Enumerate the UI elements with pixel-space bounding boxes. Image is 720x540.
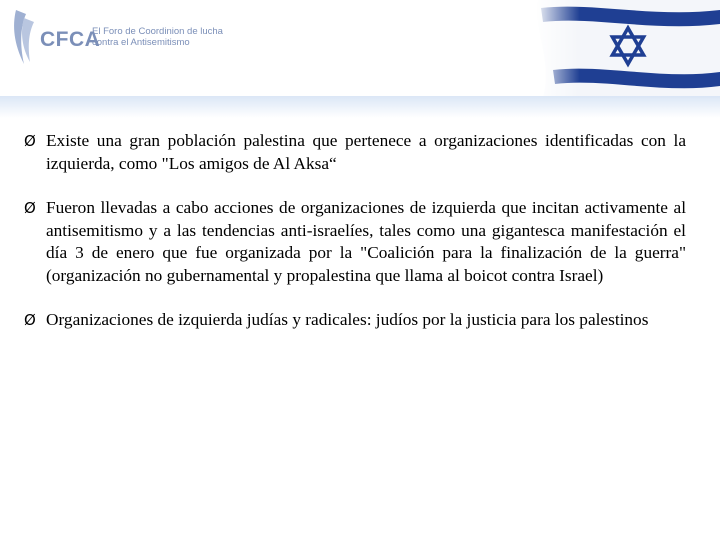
arrow-bullet-icon: Ø	[24, 199, 36, 217]
bullet-text: Organizaciones de izquierda judías y radicales: judíos por la justicia para los palestinos	[46, 310, 649, 329]
slide-header	[0, 0, 720, 100]
arrow-bullet-icon: Ø	[24, 311, 36, 329]
bullet-item	[24, 197, 686, 287]
bullet-text: Existe una gran población palestina que pertenece a organizaciones identificadas con la izquierda, como "Los amigos de Al Aksa“	[46, 131, 686, 173]
arrow-bullet-icon: Ø	[24, 132, 36, 150]
bullet-text: Fueron llevadas a cabo acciones de organizaciones de izquierda que incitan activamente al antisemitismo y a las tendencias anti-israelíes, tales como una gigantesca manifestación el día 3 de enero que fue organizada por la "Coalición para la finalización de la guerra" (organización no gubernamental y propalestina que llama al boicot contra Israel)	[46, 198, 686, 285]
logo-tagline: El Foro de Coordinion de lucha contra el Antisemitismo	[92, 26, 223, 48]
header-band	[0, 96, 720, 118]
israel-flag-icon	[533, 0, 720, 98]
bullet-item	[24, 309, 686, 332]
bullet-list	[24, 130, 686, 354]
logo-letters: CFCA	[40, 28, 101, 51]
bullet-item	[24, 130, 686, 175]
cfca-logo-icon	[10, 8, 44, 66]
cfca-logo	[10, 8, 250, 68]
